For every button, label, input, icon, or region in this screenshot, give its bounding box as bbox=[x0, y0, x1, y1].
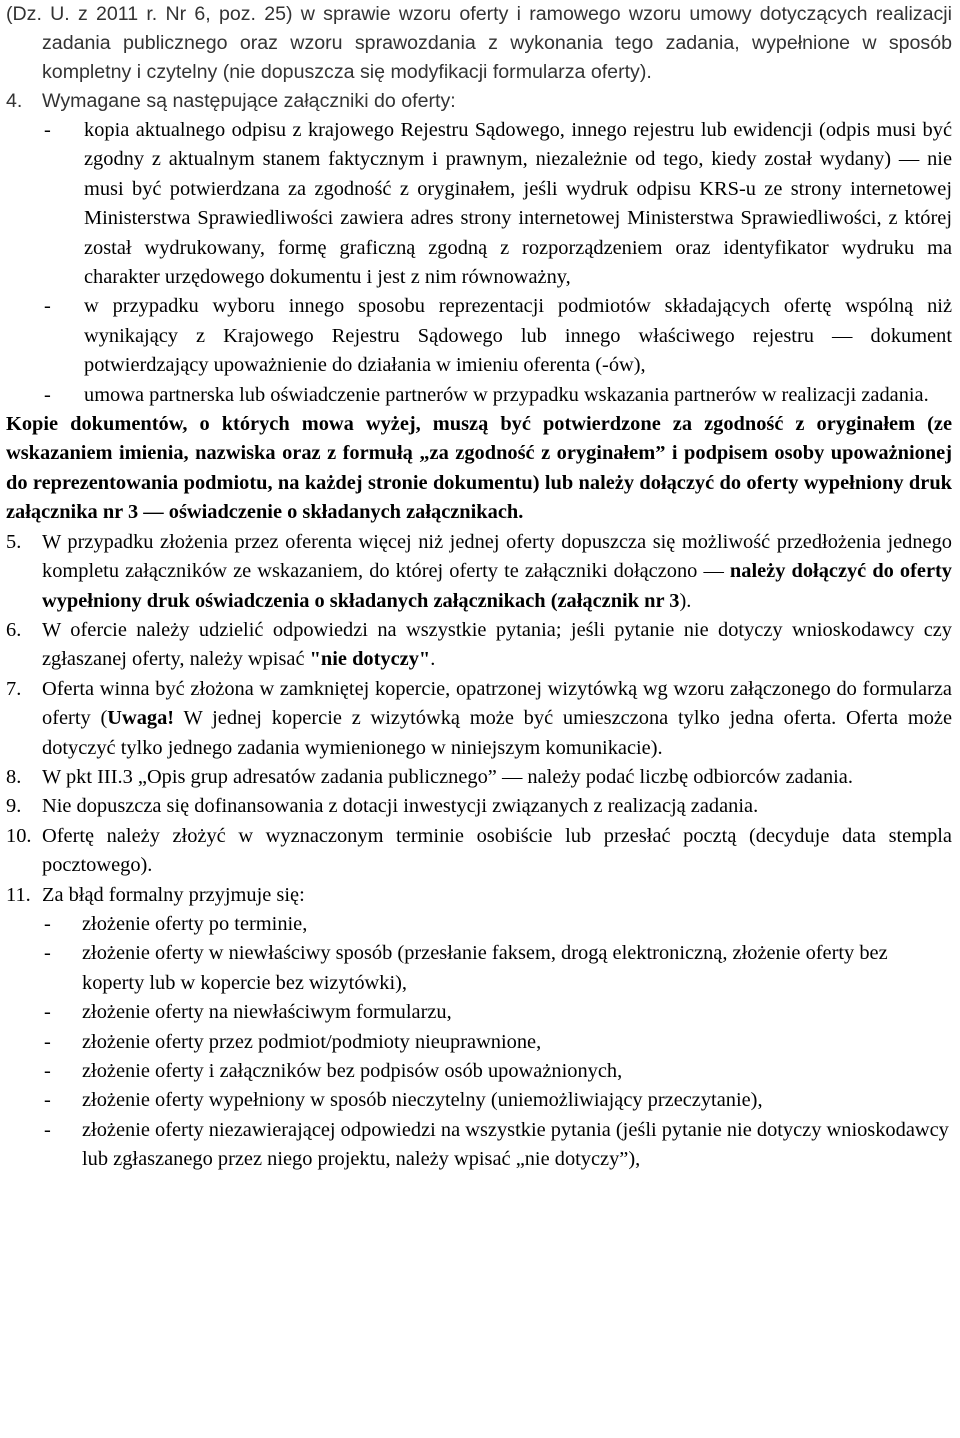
item-11-bullet-7 bbox=[6, 1116, 952, 1175]
item-11 bbox=[6, 881, 952, 910]
item-5-body bbox=[42, 528, 952, 616]
bullet-text: w przypadku wyboru innego sposobu reprezentacji podmiotów składających ofertę wspólną niż wynikający z Krajowego Rejestru Sądowego lub innego właściwego rejestru — dokument potwierdzający upoważnienie do działania w imieniu oferenta (-ów), bbox=[84, 295, 952, 377]
item-10-number: 10. bbox=[6, 824, 32, 847]
intro-paragraph bbox=[6, 0, 952, 87]
item-4-bullet-3 bbox=[6, 381, 952, 410]
item-7-text-bold: Uwaga! bbox=[107, 707, 175, 730]
item-10 bbox=[6, 822, 952, 881]
item-6-text-b: . bbox=[430, 648, 436, 671]
bullet-text: złożenie oferty w niewłaściwy sposób (przesłanie faksem, drogą elektroniczną, złożenie oferty bez koperty lub w kopercie bez wizytówki), bbox=[82, 942, 888, 994]
item-4-number: 4. bbox=[6, 90, 23, 112]
bullet-text: złożenie oferty i załączników bez podpisów osób upoważnionych, bbox=[82, 1060, 623, 1082]
item-8-text: W pkt III.3 „Opis grup adresatów zadania publicznego” — należy podać liczbę odbiorców zadania. bbox=[42, 765, 853, 788]
item-11-bullet-6 bbox=[6, 1086, 952, 1115]
item-11-bullet-3 bbox=[6, 998, 952, 1027]
bullet-text: umowa partnerska lub oświadczenie partnerów w przypadku wskazania partnerów w realizacji zadania. bbox=[84, 383, 929, 406]
item-7-body bbox=[42, 675, 952, 763]
item-9-text: Nie dopuszcza się dofinansowania z dotacji inwestycji związanych z realizacją zadania. bbox=[42, 795, 759, 818]
bullet-text: złożenie oferty niezawierającej odpowiedzi na wszystkie pytania (jeśli pytanie nie dotyczy wnioskodawcy lub zgłaszanego przez niego projektu, należy wpisać „nie dotyczy”), bbox=[82, 1118, 949, 1171]
item-5-text-a: W przypadku złożenia przez oferenta więcej niż jednej oferty dopuszcza się możliwość przedłożenia jednego kompletu załączników ze wskazaniem, do której oferty te załączniki dołączono — bbox=[42, 530, 952, 583]
bullet-text: złożenie oferty wypełniony w sposób nieczytelny (uniemożliwiający przeczytanie), bbox=[82, 1089, 763, 1112]
item-8-number: 8. bbox=[6, 765, 22, 788]
item-11-lead: Za błąd formalny przyjmuje się: bbox=[42, 883, 305, 906]
bullet-dash: - bbox=[44, 295, 51, 318]
bullet-dash: - bbox=[44, 942, 51, 965]
item-9-number: 9. bbox=[6, 795, 22, 818]
item-5-number: 5. bbox=[6, 530, 22, 553]
item-9 bbox=[6, 792, 952, 821]
item-11-number: 11. bbox=[6, 883, 31, 906]
item-7-text-a: Oferta winna być złożona w zamkniętej kopercie, opatrzonej wizytówką wg wzoru załączonego do formularza oferty ( bbox=[42, 677, 952, 730]
item-6-text-a: W ofercie należy udzielić odpowiedzi na wszystkie pytania; jeśli pytanie nie dotyczy wnioskodawcy czy zgłaszanej oferty, należy wpisać bbox=[42, 618, 952, 671]
item-4-bullet-1 bbox=[6, 116, 952, 292]
item-4 bbox=[6, 87, 952, 116]
bullet-dash: - bbox=[44, 1118, 51, 1141]
item-7 bbox=[6, 675, 952, 763]
item-11-bullet-1 bbox=[6, 910, 952, 939]
item-5-text-b: ). bbox=[679, 589, 692, 612]
item-11-bullet-2 bbox=[6, 939, 952, 998]
bullet-text: złożenie oferty po terminie, bbox=[82, 912, 308, 935]
bullet-dash: - bbox=[44, 383, 51, 406]
item-4-lead: Wymagane są następujące załączniki do oferty: bbox=[42, 90, 456, 112]
bullet-dash: - bbox=[44, 912, 51, 935]
item-10-text: Ofertę należy złożyć w wyznaczonym terminie osobiście lub przesłać pocztą (decyduje data stempla pocztowego). bbox=[42, 824, 952, 877]
bullet-text: złożenie oferty przez podmiot/podmioty nieuprawnione, bbox=[82, 1030, 542, 1053]
item-4-bullet-2 bbox=[6, 292, 952, 380]
item-6-number: 6. bbox=[6, 618, 22, 641]
bullet-dash: - bbox=[44, 1001, 51, 1024]
bullet-text: kopia aktualnego odpisu z krajowego Rejestru Sądowego, innego rejestru lub ewidencji (odpis musi być zgodny z aktualnym stanem faktycznym i prawnym, niezależnie od tego, kiedy został wydany) — nie musi być potwierdzana za zgodność z oryginałem, jeśli wydruk odpisu KRS-u ze strony internetowej Ministerstwa Sprawiedliwości zawiera adres strony internetowej Ministerstwa Sprawiedliwości, z której został wydrukowany, formę graficzną zgodną z rozporządzeniem oraz identyfikator wydruku ma charakter urzędowego dokumentu i jest z nim równoważny, bbox=[84, 119, 952, 289]
item-6-body bbox=[42, 616, 952, 675]
bullet-dash: - bbox=[44, 1060, 51, 1082]
certification-note: Kopie dokumentów, o których mowa wyżej, muszą być potwierdzone za zgodność z oryginałem (ze wskazaniem imienia, nazwiska oraz z formułą „za zgodność z oryginałem” i podpisem osoby upoważnionej do reprezentowania podmiotu, na każdej stronie dokumentu) lub należy dołączyć do oferty wypełniony druk załącznika nr 3 — oświadczenie o składanych załącznikach. bbox=[6, 413, 952, 524]
item-7-text-b: W jednej kopercie z wizytówką może być umieszczona tylko jedna oferta. Oferta może dotyczyć tylko jednego zadania wymienionego w niniejszym komunikacie). bbox=[42, 707, 952, 759]
bullet-text: złożenie oferty na niewłaściwym formularzu, bbox=[82, 1001, 452, 1024]
item-7-number: 7. bbox=[6, 677, 22, 700]
bullet-dash: - bbox=[44, 1030, 51, 1053]
item-5-text-bold: należy dołączyć do oferty wypełniony druk oświadczenia o składanych załącznikach (załącznik nr 3 bbox=[42, 560, 952, 612]
item-11-bullet-5 bbox=[6, 1057, 952, 1086]
bullet-dash: - bbox=[44, 1089, 51, 1112]
item-5 bbox=[6, 528, 952, 616]
item-11-bullet-4 bbox=[6, 1028, 952, 1057]
item-6 bbox=[6, 616, 952, 675]
bullet-dash: - bbox=[44, 119, 51, 141]
item-8 bbox=[6, 763, 952, 792]
intro-text: (Dz. U. z 2011 r. Nr 6, poz. 25) w sprawie wzoru oferty i ramowego wzoru umowy dotyczących realizacji zadania publicznego oraz wzoru sprawozdania z wykonania tego zadania, wypełnione w sposób kompletny i czytelny (nie dopuszcza się modyfikacji formularza oferty). bbox=[6, 3, 952, 83]
item-6-text-bold: "nie dotyczy" bbox=[309, 648, 431, 671]
